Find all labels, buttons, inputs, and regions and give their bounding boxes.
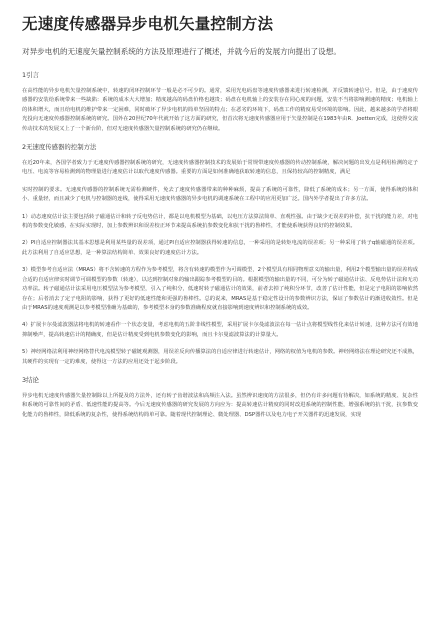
section-heading-conclusion: 3结论 xyxy=(22,375,39,384)
paragraph: 1）动态速度估计法主要包括转子磁通估计和转子反电势估计，都是以电机模型为基础，以电压方法算法简单、直观性强。由于缺少无误差的补偿，抗干扰的能力差，对电机的参数变化敏感，在实际实现时，加上参数辨识和误差校正环节来提高系统抗参数变化和抗干扰的鲁棒性，才能使系统获得良好的控制效果。 xyxy=(22,213,418,230)
paragraph: 5）神经网络法利用神经网络替代电流模型转子磁链观测器，用误差反向传播算法的自适应律进行转速估计，网络的权值为电机的参数。神经网络法在理论研究还不成熟，其硬件的实现有一定的难度，使得这一方法的应用还处于起步阶段。 xyxy=(22,349,418,365)
section-heading-intro: 1引言 xyxy=(22,71,39,79)
paragraph: 3）模型参考自适应法（MRAS）将不含转速的方程作为参考模型，将含有转速的模型作为可调模型，2个模型具有相同物理意义的输出量，利用2个模型输出量的误差构成合适的自适应律实时调节可调模型的参数（转速），以达到控制对象的输出跟踪参考模型的目的。根据模型的输出量的不同，可分为转子磁通估计法、反电势估计法和无功功率法。转子磁通估计法采用电压模型法为参考模型，引入了纯积分，低速时转子磁通估计的效果，前者去掉了纯积分环节，改善了估计性能，但是定子电阻的影响依然存在；后者消去了定子电阻的影响，获得了更好的低速性能和更强的鲁棒性。总的说来，MRAS是基于稳定性设计的参数辨识方法，保证了参数估计的渐进收敛性。但是由于MRAS的速度观测是以参考模型准确为基础的，参考模型本身的参数准确程度就直接影响到速度辨识和控制系统的成效。 xyxy=(22,267,418,311)
paragraph: 2）PI自适应控制器法其基本思想是利用某些量的误差项，通过PI自适应控制器获得转速的信息，一种采用的是转矩电流的误差项；另一种采用了转子q轴磁通的误差项。此方法利用了自适应思想，是一种算法结构简单、效果良好的速度估计方法。 xyxy=(22,240,418,256)
paragraph: 在近20年来，各国学者致力于无速度传感器控制系统的研究，无速度传感器控制技术的发展始于常规带速度传感器的传动控制系统，解决问题的出发点是利用检测的定子电压、电流等容易检测到的物理量进行速度估计以取代速度传感器。重要的方面是如何准确地获取转速的信息，且保持较高的控制精度，满足 xyxy=(22,160,418,176)
paragraph: 实时控制的要求。无速度传感器的控制系统无需检测硬件，免去了速度传感器带来的种种麻烦，提高了系统的可靠性，降低了系统的成本；另一方面，使得系统的体积小、重量轻，而且减少了电机与控制器的连线，使得采用无速度传感器的异步电机的调速系统在工程中的应用更加广泛。国内外学者提出了许多方法。 xyxy=(22,186,418,203)
paragraph: 4）扩展卡尔曼滤波器法将电机的转速看作一个状态变量，考虑电机的五阶非线性模型，采用扩展卡尔曼滤波法在每一估计点将模型线性化来估计转速，这种方法可有效地抑制噪声，提高转速估计的精确度，但是估计精度受到电机参数变化的影响，而且卡尔曼滤波算法的计算量大。 xyxy=(22,322,418,338)
paragraph: 异步电机无速度传感器矢量控制除以上所提及的方法外，还有转子齿谐波法和高频注入法。虽然辨识速度的方法很多，但仍有许多问题有待解决，如系统的精度、复杂性和系统的可靠性间的矛盾、低速性能的提高等。今后无速度传感器的研究发展的方向应为：提高转速估计精度的同时改进系统的控制性能，增强系统的抗干扰，抗参数变化能力的鲁棒性，降低系统的复杂性，使得系统结构简单可靠。随着现代控制理论、微处理器、DSP器件以及电力电子开关器件的迅速发展，实现 xyxy=(22,392,418,418)
summary: 对异步电机的无速度矢量控制系统的方法及原理进行了概述，并就今后的发展方向提出了设想。 xyxy=(22,47,341,56)
page-title: 无速度传感器异步电机矢量控制方法 xyxy=(22,15,274,33)
section-heading-methods: 2无速度传感器的控制方法 xyxy=(22,143,97,152)
paragraph: 在高性能的异步电机矢量控制系统中，转速的闭环控制环节一般是必不可少的。通常，采用光电码盘等速度传感器来进行转速检测，并反馈转速信号。但是，由于速度传感器的安装给系统带来一些缺陷：系统的成本大大增加；精度越高的码盘价格也越贵；码盘在电机轴上的安装存在同心度的问题，安装不当将影响测速的精度；电机轴上的体积增大，而且给电机的维护带来一定困难，同时破坏了异步电机的简单坚固的特点；在恶劣的环境下，码盘工作的精度易受环境的影响。因此，越来越多的学者将眼光投向无速度传感器控制系统的研究。国外在20世纪70年代就开始了这方面的研究，但首次将无速度传感器应用于矢量控制是在1983年由R．Joetten完成，这使得交流传动技术的发展又上了一个新台阶，但对无速度传感器矢量控制系统的研究仍在继续。 xyxy=(22,88,418,132)
